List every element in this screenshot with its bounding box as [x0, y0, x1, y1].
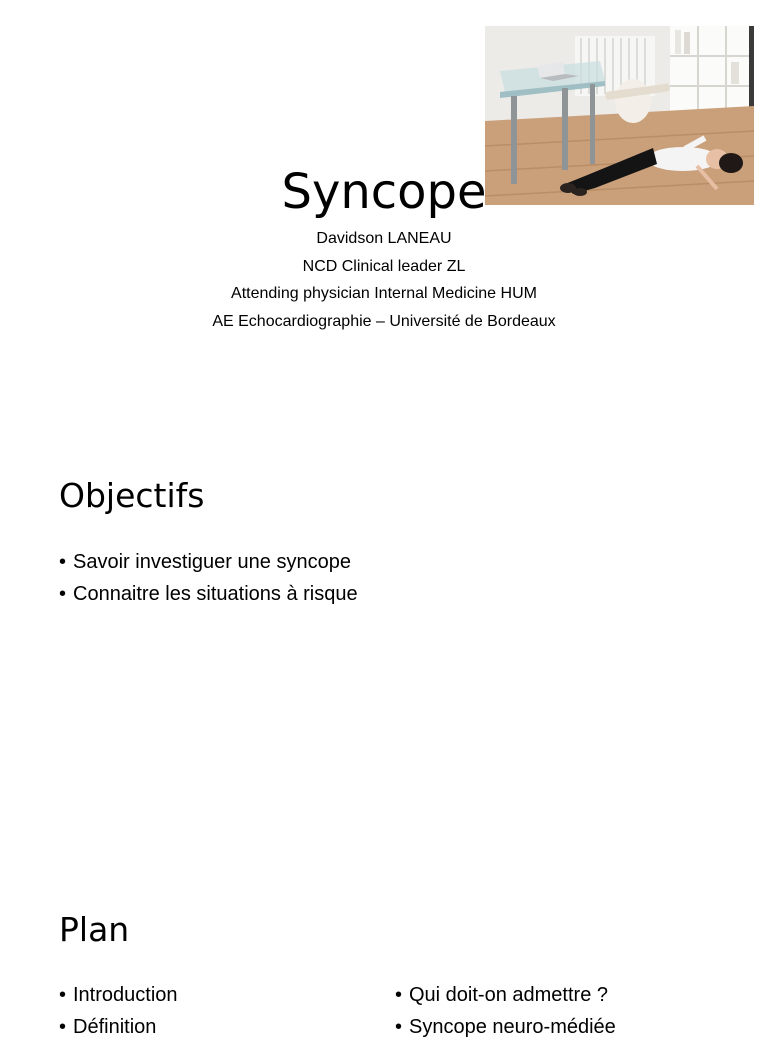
presenter-name: Davidson LANEAU — [316, 230, 452, 247]
slide-title: Syncope — [281, 164, 487, 220]
plan-list-left — [59, 983, 178, 1047]
presenter-details — [0, 227, 768, 337]
title-slide — [0, 0, 768, 434]
presenter-role: NCD Clinical leader ZL — [302, 257, 466, 275]
list-item: • Connaitre les situations à risque — [59, 582, 358, 614]
list-item: • Qui doit-on admettre ? — [395, 983, 616, 1015]
slide-heading: Plan — [59, 910, 130, 949]
plan-list-right — [395, 983, 616, 1047]
presenter-affiliation: AE Echocardiographie – Université de Bordeaux — [212, 312, 556, 330]
list-item: • Savoir investiguer une syncope — [59, 550, 358, 582]
list-item: • Introduction — [59, 983, 178, 1015]
list-item: • Définition — [59, 1015, 178, 1047]
objectives-list — [59, 550, 358, 614]
slide-heading: Objectifs — [59, 476, 205, 515]
list-item: • Syncope neuro-médiée — [395, 1015, 616, 1047]
plan-slide — [0, 868, 768, 1038]
presenter-position: Attending physician Internal Medicine HUM — [231, 285, 537, 302]
objectives-slide — [0, 434, 768, 868]
